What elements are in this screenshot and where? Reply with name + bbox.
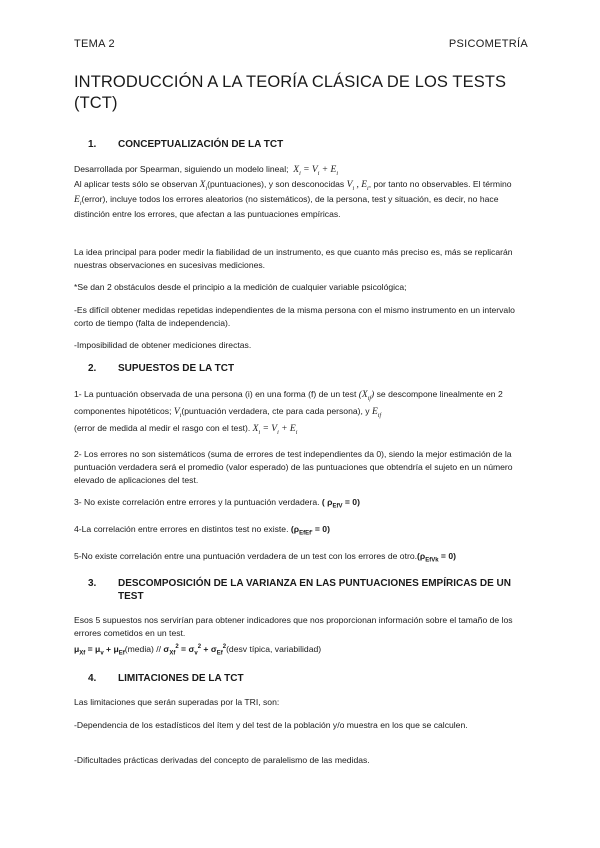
text: (error de medida al medir el rasgo con el test). xyxy=(74,423,251,433)
text: (error), incluye todos los errores aleatorios (no sistemáticos), de la persona, test y situación, es decir, no hace distinción entre los errores, que afectan a las puntuaciones empíricas. xyxy=(74,194,499,219)
header-topic: TEMA 2 xyxy=(74,38,115,50)
text: 4-La correlación entre errores en distintos test no existe. xyxy=(74,524,289,534)
s1-paragraph-1 xyxy=(74,162,526,221)
section-title: DESCOMPOSICIÓN DE LA VARIANZA EN LAS PUNTUACIONES EMPÍRICAS DE UN TEST xyxy=(118,578,511,602)
section-title: SUPUESTOS DE LA TCT xyxy=(118,363,235,374)
text: (puntuaciones), y son desconocidas xyxy=(207,179,345,189)
s4-paragraph-3: -Dificultades prácticas derivadas del concepto de paralelismo de las medidas. xyxy=(74,755,370,765)
s1-paragraph-2: La idea principal para poder medir la fiabilidad de un instrumento, es que cuanto más preciso es, más se replicarán nuestras observaciones en sucesivas mediciones. xyxy=(74,247,513,270)
s1-paragraph-3: *Se dan 2 obstáculos desde el principio a la medición de cualquier variable psicológica; xyxy=(74,282,407,292)
s2-paragraph-3 xyxy=(74,496,526,509)
formula: $E_i$ xyxy=(74,195,82,207)
section-number: 2. xyxy=(88,363,97,374)
section-1-heading xyxy=(88,138,528,151)
formula: $E_{if}$ xyxy=(371,407,382,419)
s4-paragraph-2: -Dependencia de los estadísticos del ítem y del test de la población y/o muestra en los que se calculen. xyxy=(74,720,468,730)
formula: $(X_{if})$ xyxy=(358,390,375,402)
section-number: 1. xyxy=(88,139,97,150)
text: Desarrollada por Spearman, siguiendo un modelo lineal; xyxy=(74,164,289,174)
formula: $\mu_{Xf} = \mu_v + \mu_{Ef}$ xyxy=(74,644,125,657)
s1-paragraph-5: -Imposibilidad de obtener mediciones directas. xyxy=(74,340,252,350)
formula: $X_i = V_i + E_i$ xyxy=(252,424,298,436)
section-number: 3. xyxy=(88,578,97,589)
text: , por tanto no observables. El término xyxy=(368,179,512,189)
formula: $(\rho_{EfVk} = 0)$ xyxy=(417,551,456,564)
text: Al aplicar tests sólo se observan xyxy=(74,179,198,189)
formula: $X_i = V_i + E_i$ xyxy=(290,165,339,177)
text: (puntuación verdadera, cte para cada persona), y xyxy=(181,406,370,416)
formula: $V_i$ xyxy=(173,407,182,419)
section-number: 4. xyxy=(88,673,97,684)
formula: $(\rho_{EfEf'} = 0)$ xyxy=(290,524,330,537)
header-subject: PSICOMETRÍA xyxy=(448,38,528,50)
formula: $\sigma_{Xf}^2 = \sigma_v^2 + \sigma_{Ef}^2$ xyxy=(163,644,227,657)
s1-paragraph-4: -Es difícil obtener medidas repetidas independientes de la misma persona con el mismo instrumento en un intervalo corto de tiempo (falta de independencia). xyxy=(74,305,515,328)
text: 1- La puntuación observada de una persona (i) en una forma (f) de un test xyxy=(74,389,357,399)
section-2-heading xyxy=(88,362,528,375)
formula: $V_i$ , $E_i$ xyxy=(346,180,369,192)
text: se descompone linealmente en 2 componentes hipotéticos; xyxy=(74,389,503,416)
page-header xyxy=(74,38,528,52)
text: 3- No existe correlación entre errores y la puntuación verdadera. xyxy=(74,497,320,507)
section-title: CONCEPTUALIZACIÓN DE LA TCT xyxy=(118,139,284,150)
text: (desv típica, variabilidad) xyxy=(226,644,322,654)
s3-paragraph-1: Esos 5 supuestos nos servirían para obtener indicadores que nos proporcionan información sobre el tamaño de los errores cometidos en un test. xyxy=(74,615,513,638)
s4-paragraph-1: Las limitaciones que serán superadas por la TRI, son: xyxy=(74,697,280,707)
s2-paragraph-4 xyxy=(74,523,526,536)
formula: $X_i$ xyxy=(199,180,208,192)
section-3-heading xyxy=(88,577,528,603)
s2-paragraph-2: 2- Los errores no son sistemáticos (suma de errores de test independientes da 0), siendo la mejor estimación de la puntuación verdadera será el promedio (valor esperado) de las puntuaciones que obtendría el sujeto en un número elevado de aplicaciones del test. xyxy=(74,449,513,485)
formula: ( $\rho_{EfV} = 0$) xyxy=(321,497,360,510)
text: (media) // xyxy=(124,644,162,654)
s2-paragraph-5 xyxy=(74,550,526,563)
s2-paragraph-1 xyxy=(74,386,526,437)
section-4-heading xyxy=(88,672,528,685)
document-title: INTRODUCCIÓN A LA TEORÍA CLÁSICA DE LOS TESTS (TCT) xyxy=(74,73,507,112)
section-title: LIMITACIONES DE LA TCT xyxy=(118,673,244,684)
text: 5-No existe correlación entre una puntuación verdadera de un test con los errores de otro. xyxy=(74,551,417,561)
s3-formulas xyxy=(74,642,526,657)
